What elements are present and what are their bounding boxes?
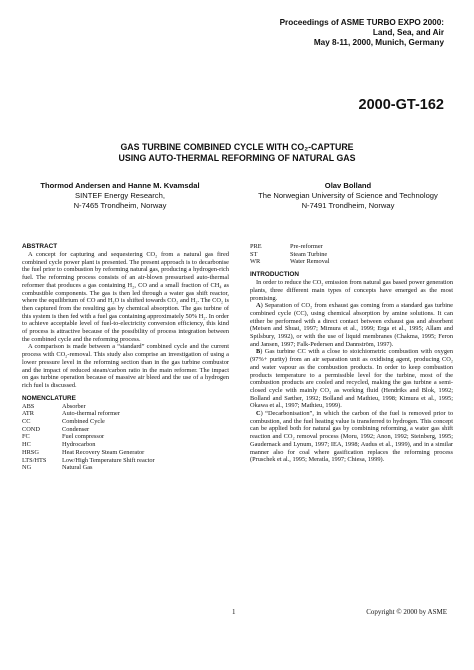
nomenclature-def: Low/High Temperature Shift reactor [62, 456, 155, 464]
nomenclature-abbr: HC [22, 441, 31, 449]
nomenclature-row [22, 403, 155, 411]
nomenclature-def: Combined Cycle [62, 418, 105, 426]
nomenclature-table [22, 403, 155, 472]
nomenclature-abbr: HRSG [22, 448, 39, 456]
nomenclature-row [250, 258, 329, 266]
nomenclature-row [22, 410, 155, 418]
nomenclature-abbr: LTS/HTS [22, 456, 47, 464]
nomenclature-abbr: ABS [22, 402, 35, 410]
nomenclature-def: Hydrocarbon [62, 441, 96, 449]
nomenclature-abbr: NG [22, 464, 32, 472]
nomenclature-def: Absorber [62, 402, 86, 410]
concept-label: C [256, 410, 261, 418]
proceedings-header [280, 18, 444, 48]
abstract-paragraph: A comparison is made between a “standard” combined cycle and the current process with CO₂-removal. This study also comprise an investigation of using a lower pressure level in the reforming section than in the gas turbine combustor and the impact of reduced steam/carbon ratio in the main reformer. The impact on gas turbine operation because of massive air bleed and the use of a hydrogen rich fuel is discussed. [22, 343, 229, 389]
author-name: Thormod Andersen and Hanne M. Kvamsdal [40, 181, 200, 190]
nomenclature-row [250, 251, 329, 259]
nomenclature-row [22, 457, 155, 465]
concept-text: ) Separation of CO₂ from exhaust gas coming from a standard gas turbine combined cycle (CC), using chemical absorption by amine solutions. It can either be performed with a direct contact between exhaust gas and absorbent (Meisen and Shuai, 1997; Mimura et al., 1999; Erga et al., 1995; Allam and Spilsbury, 1992), or with the use of liquid membranes (Chakma, 1995; Feron and Jansen, 1997; Falk-Pedersen and Dannström, 1997). [250, 302, 453, 348]
nomenclature-def: Heat Recovery Steam Generator [62, 448, 145, 456]
nomenclature-abbr: CC [22, 418, 31, 426]
concept-b-paragraph [250, 348, 453, 410]
nomenclature-row [22, 426, 155, 434]
concept-label: B [256, 348, 261, 356]
nomenclature-abbr: WR [250, 258, 261, 266]
nomenclature-abbr: ST [250, 250, 258, 258]
nomenclature-row [250, 243, 329, 251]
paper-title [0, 142, 474, 164]
copyright-notice: Copyright © 2000 by ASME [366, 608, 447, 616]
nomenclature-def: Condenser [62, 425, 90, 433]
concept-label: A [256, 302, 261, 310]
nomenclature-row [22, 433, 155, 441]
page-number: 1 [232, 608, 236, 616]
author-address: N-7465 Trondheim, Norway [73, 201, 167, 210]
author-block [248, 181, 448, 211]
nomenclature-def: Auto-thermal reformer [62, 410, 120, 418]
nomenclature-row [22, 441, 155, 449]
introduction-paragraph: In order to reduce the CO₂ emission from natural gas based power generation plants, three different main types of concepts have emerged as the most promising. [250, 279, 453, 302]
nomenclature-def: Water Removal [290, 258, 330, 266]
nomenclature-def: Steam Turbine [290, 250, 328, 258]
nomenclature-abbr: COND [22, 425, 40, 433]
nomenclature-row [22, 464, 155, 472]
author-name: Olav Bolland [324, 181, 372, 190]
nomenclature-row [22, 418, 155, 426]
nomenclature-row [22, 449, 155, 457]
concept-c-paragraph [250, 410, 453, 464]
concept-a-paragraph [250, 302, 453, 348]
title-line: USING AUTO-THERMAL REFORMING OF NATURAL GAS [118, 153, 356, 163]
nomenclature-def: Pre-reformer [290, 243, 323, 250]
left-column [22, 243, 229, 472]
abstract-paragraph: A concept for capturing and sequestering CO₂ from a natural gas fired combined cycle power plant is presented. The present approach is to decarbonise the fuel prior to combustion by reforming natural gas, producing a hydrogen-rich fuel. The reforming process consists of an air-blown pressurised auto-thermal reformer that produces a gas containing H₂, CO and a small fraction of CH₄ as combustible components. The gas is then led through a water gas shift reactor, where the equilibrium of CO and H₂O is shifted towards CO₂ and H₂. The CO₂ is then captured from the resulting gas by chemical absorption. The gas turbine of this system is then fed with a fuel gas containing approximately 50% H₂. In order to achieve acceptable level of fuel-to-electricity conversion efficiency, this kind of process is attractive because of the possibility of process integration between the combined cycle and the reforming process. [22, 251, 229, 343]
author-address: N-7491 Trondheim, Norway [301, 201, 395, 210]
proceedings-line: May 8-11, 2000, Munich, Germany [313, 38, 444, 47]
right-column [250, 243, 453, 464]
nomenclature-heading: NOMENCLATURE [22, 394, 76, 402]
introduction-heading: INTRODUCTION [250, 271, 299, 279]
proceedings-line: Proceedings of ASME TURBO EXPO 2000: [279, 18, 444, 27]
nomenclature-abbr: FC [22, 433, 30, 441]
nomenclature-abbr: ATR [22, 410, 34, 418]
author-org: SINTEF Energy Research, [75, 191, 165, 200]
author-block [30, 181, 210, 211]
paper-id: 2000-GT-162 [358, 97, 444, 113]
title-line: GAS TURBINE COMBINED CYCLE WITH CO₂-CAPTURE [120, 142, 354, 152]
nomenclature-abbr: PRE [250, 243, 262, 250]
nomenclature-def: Natural Gas [62, 464, 93, 472]
proceedings-line: Land, Sea, and Air [372, 28, 444, 37]
abstract-heading: ABSTRACT [22, 243, 58, 250]
author-org: The Norwegian University of Science and Technology [258, 191, 438, 200]
concept-text: ) Gas turbine CC with a close to stoichiometric combustion with oxygen (97%+ purity) from an air separation unit as oxidising agent, producing CO₂ and water vapour as the combustion products. In order to keep combustion products temperature to a permissible level for the turbine, most of the combustion products are cooled and recycled, making the gas turbine a semi-closed cycle with mainly CO₂ as working fluid (Hendriks and Blok, 1992; Bolland and Sæther, 1992; Bolland and Mathieu, 1998; Kimura et al., 1995; Okawa et al., 1997; Mathieu, 1999). [250, 348, 453, 410]
nomenclature-table-continued [250, 243, 329, 266]
concept-text: ) “Decarbonisation”, in which the carbon of the fuel is removed prior to combustion, and the fuel heating value is transferred to hydrogen. This concept can be applied both for natural gas by combining reforming, a water gas shift reaction and CO₂ removal process (Moru, 1992; Anon, 1992; Steinberg, 1995; Gaudernack and Lynum, 1997; IEA, 1998; Audus et al., 1999), and in a similar manner also for coal where gasification replaces the reforming process (Pruschek et al., 1995; Meratla, 1997; Chiesa, 1999). [250, 410, 453, 464]
nomenclature-def: Fuel compressor [62, 433, 105, 441]
